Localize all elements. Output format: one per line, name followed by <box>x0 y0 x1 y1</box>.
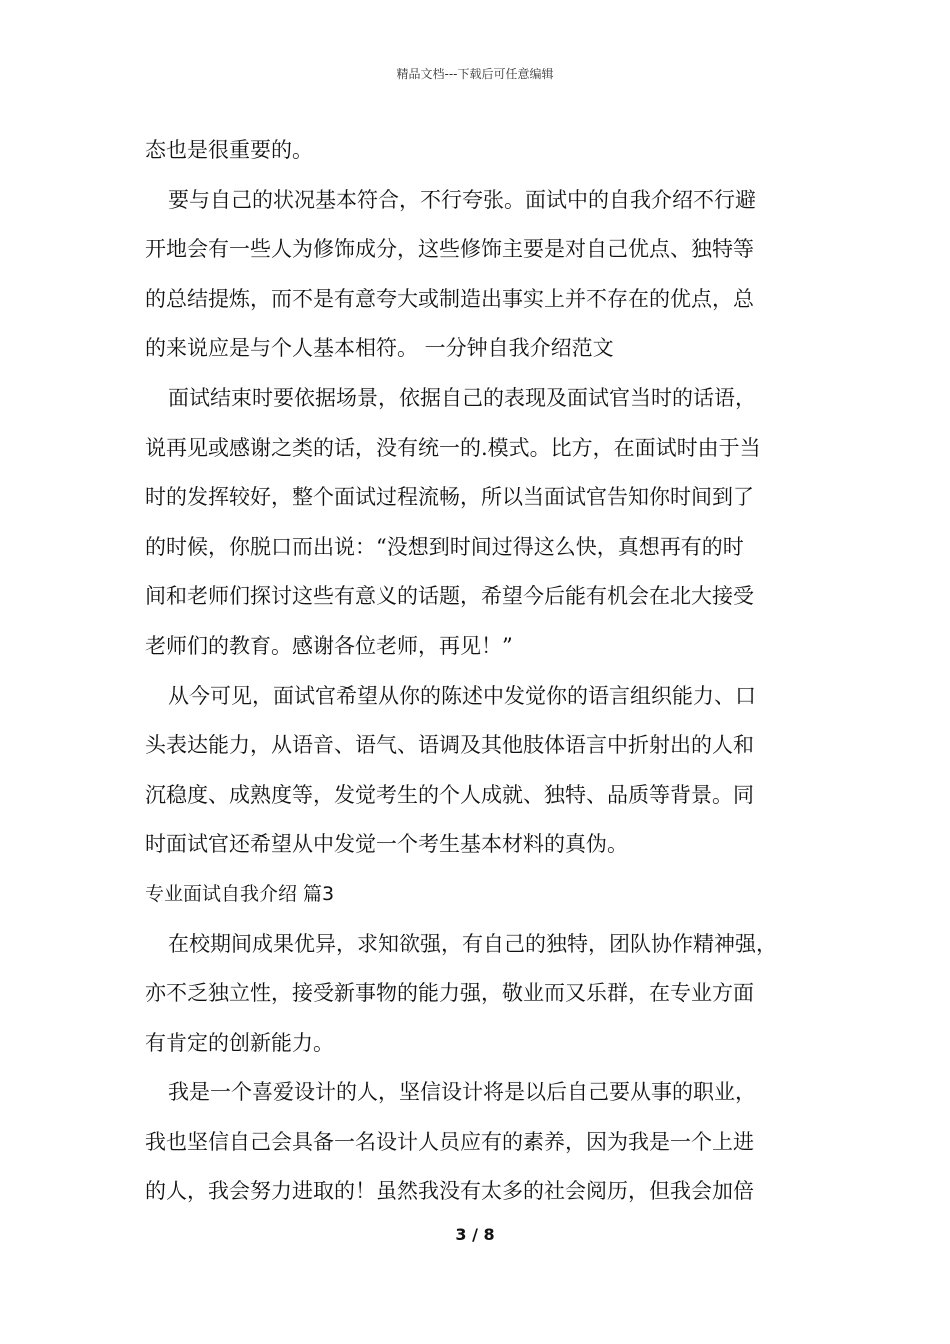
text-line: 亦不乏独立性，接受新事物的能力强，敬业而又乐群，在专业方面 <box>145 981 754 1006</box>
text-line: 要与自己的状况基本符合，不行夸张。面试中的自我介绍不行避 <box>168 187 756 212</box>
text-line: 说再见或感谢之类的话，没有统一的.模式。比方，在面试时由于当 <box>145 435 761 460</box>
text-line: 在校期间成果优异，求知欲强，有自己的独特，团队协作精神强， <box>168 931 777 956</box>
text-line: 从今可见，面试官希望从你的陈述中发觉你的语言组织能力、口 <box>168 683 756 708</box>
text-line: 老师们的教育。感谢各位老师，再见！” <box>145 633 513 658</box>
page-header: 精品文档---下载后可任意编辑 <box>396 67 554 81</box>
text-line: 间和老师们探讨这些有意义的话题，希望今后能有机会在北大接受 <box>145 584 754 609</box>
text-line: 开地会有一些人为修饰成分，这些修饰主要是对自己优点、独特等 <box>145 237 754 262</box>
text-line: 的总结提炼，而不是有意夸大或制造出事实上并不存在的优点，总 <box>145 286 754 311</box>
text-line: 时面试官还希望从中发觉一个考生基本材料的真伪。 <box>145 832 628 857</box>
text-line: 时的发挥较好，整个面试过程流畅，所以当面试官告知你时间到了 <box>145 485 754 510</box>
text-line: 我是一个喜爱设计的人，坚信设计将是以后自己要从事的职业， <box>168 1080 756 1105</box>
text-line: 我也坚信自己会具备一名设计人员应有的素养，因为我是一个上进 <box>145 1129 754 1154</box>
text-line: 的来说应是与个人基本相符。 一分钟自我介绍范文 <box>145 336 614 361</box>
text-line: 头表达能力，从语音、语气、语调及其他肢体语言中折射出的人和 <box>145 733 754 758</box>
page-number: 3 / 8 <box>455 1225 495 1244</box>
text-line: 的时候，你脱口而出说：“没想到时间过得这么快，真想再有的时 <box>145 534 744 559</box>
text-line: 沉稳度、成熟度等，发觉考生的个人成就、独特、品质等背景。同 <box>145 782 754 807</box>
text-line: 面试结束时要依据场景，依据自己的表现及面试官当时的话语， <box>168 385 756 410</box>
text-line: 的人，我会努力进取的！虽然我没有太多的社会阅历，但我会加倍 <box>145 1179 754 1204</box>
document-body <box>145 126 825 1217</box>
text-line: 有肯定的创新能力。 <box>145 1030 334 1055</box>
text-line: 态也是很重要的。 <box>145 138 313 162</box>
section-heading: 专业面试自我介绍 篇3 <box>145 882 335 905</box>
